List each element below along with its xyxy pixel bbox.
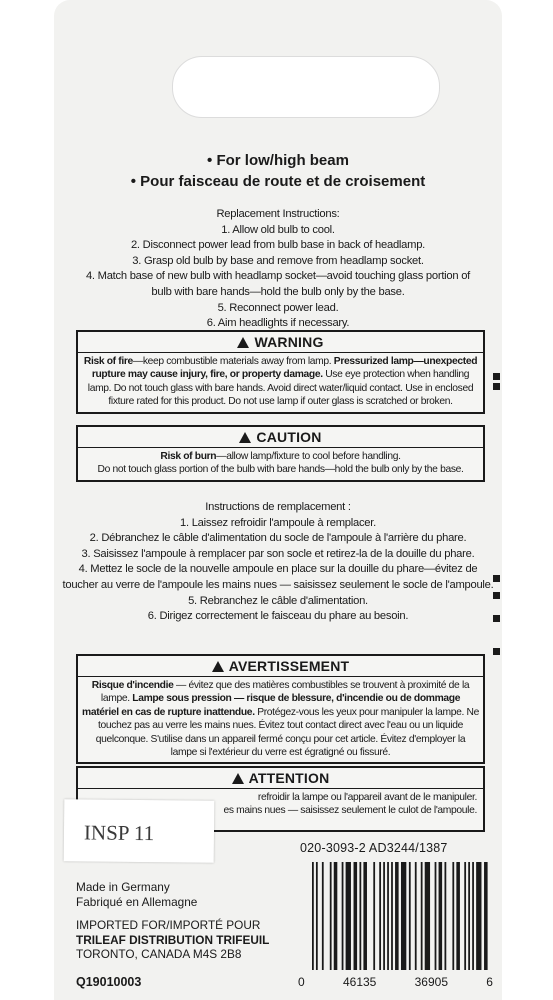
headline-fr: • Pour faisceau de route et de croisement — [130, 173, 426, 190]
edge-mark — [493, 648, 500, 655]
instructions-en-step: 6. Aim headlights if necessary. — [206, 317, 350, 330]
warning-title-text: WARNING — [254, 334, 324, 350]
warning-title — [78, 332, 483, 353]
instructions-en-step: 4. Match base of new bulb with headlamp socket—avoid touching glass portion of — [85, 270, 471, 283]
avertissement-triangle-icon — [212, 661, 224, 672]
caution-body — [78, 448, 483, 480]
hang-hole — [172, 56, 440, 118]
barcode-image — [312, 862, 488, 970]
made-in-fr: Fabriqué en Allemagne — [76, 894, 198, 909]
warning-lead-fire: Risk of fire — [83, 356, 133, 367]
importer-company: TRILEAF DISTRIBUTION TRIFEUIL — [76, 932, 270, 947]
avertissement-lead-pressure: Lampe sous pression — risque de blessure, d'incendie ou de dommage matériel en cas de rupture inattendue. — [82, 693, 461, 718]
warning-body — [78, 353, 483, 412]
warning-box — [76, 330, 485, 414]
attention-line-1: refroidir la lampe ou l'appareil avant de le manipuler. — [257, 792, 477, 803]
package-card — [54, 0, 502, 1000]
instructions-en-step: 2. Disconnect power lead from bulb base in back of headlamp. — [130, 239, 426, 252]
instructions-en-step: bulb with bare hands—hold the bulb only by the base. — [151, 285, 405, 298]
caution-triangle-icon — [239, 432, 251, 443]
avertissement-text-fire: — évitez que des matières combustibles se trouvent à proximité de la lampe. — [100, 680, 470, 705]
warning-triangle-icon — [237, 337, 249, 348]
instructions-fr-step: 6. Dirigez correctement le faisceau du phare au besoin. — [147, 610, 409, 623]
edge-mark — [493, 383, 500, 390]
instructions-fr-title: Instructions de remplacement : — [205, 501, 351, 513]
caution-box — [76, 425, 485, 482]
instructions-en-step: 3. Grasp old bulb by base and remove from headlamp socket. — [132, 254, 424, 267]
inspection-sticker-text: INSP 11 — [83, 820, 155, 846]
instructions-fr-step: 1. Laissez refroidir l'ampoule à remplacer. — [180, 516, 376, 529]
avertissement-text-handling: Protégez-vous les yeux pour manipuler la lampe. Ne touchez pas au verre les mains nues. Évitez tout contact direct avec l'eau ou un liquide quelconque. S'utilise dans un appareil fermé conçu pour cet article. Évitez d'employer la lampe si l'extérieur du verre est égratigné ou fissuré. — [95, 706, 479, 759]
attention-triangle-icon — [232, 773, 244, 784]
instructions-fr-step: 5. Rebranchez le câble d'alimentation. — [188, 594, 368, 607]
warning-text-fire: —keep combustible materials away from lamp. — [132, 356, 334, 367]
caution-text-2: Do not touch glass portion of the bulb with bare hands—hold the bulb only by the base. — [97, 464, 464, 476]
instructions-en-step: 5. Reconnect power lead. — [217, 301, 339, 314]
barcode-digits — [298, 975, 493, 989]
avertissement-body — [78, 677, 483, 762]
instructions-fr — [54, 500, 502, 625]
barcode-digit-right: 36905 — [414, 975, 448, 989]
attention-title-text: ATTENTION — [248, 770, 330, 786]
made-in-en: Made in Germany — [76, 880, 170, 894]
instructions-fr-step: 2. Débranchez le câble d'alimentation du socle de l'ampoule à l'arrière du phare. — [89, 532, 467, 545]
importer-address: TORONTO, CANADA M4S 2B8 — [76, 947, 242, 961]
instructions-fr-step: toucher au verre de l'ampoule les mains nues — saisissez seulement le socle de l'ampoule. — [62, 578, 494, 591]
edge-mark — [493, 592, 500, 599]
warning-lead-pressure: Pressurized lamp—unexpected rupture may cause injury, fire, or property damage. — [91, 356, 478, 381]
origin-made — [76, 880, 197, 909]
barcode-digit-left: 46135 — [342, 975, 377, 989]
barcode-digit-system: 0 — [298, 975, 305, 989]
instructions-fr-step: 3. Saisissez l'ampoule à remplacer par son socle et retirez-la de la douille du phare. — [81, 547, 475, 560]
avertissement-title — [78, 656, 483, 677]
instructions-fr-step: 4. Mettez le socle de la nouvelle ampoule en place sur la douille du phare—évitez de — [78, 563, 478, 576]
instructions-en-step: 1. Allow old bulb to cool. — [221, 223, 335, 236]
caution-title-text: CAUTION — [256, 429, 322, 445]
product-code: Q19010003 — [76, 975, 142, 989]
caution-lead: Risk of burn — [160, 451, 217, 462]
attention-line-2: es mains nues — saisissez seulement le culot de l'ampoule. — [223, 805, 477, 817]
avertissement-title-text: AVERTISSEMENT — [228, 658, 350, 674]
caution-title — [78, 427, 483, 448]
avertissement-box — [76, 654, 485, 764]
product-codes: 020-3093-2 AD3244/1387 — [300, 841, 448, 855]
inspection-sticker — [64, 799, 215, 863]
headline — [54, 150, 502, 192]
edge-mark — [493, 373, 500, 380]
headline-en: • For low/high beam — [207, 152, 349, 169]
instructions-en-title: Replacement Instructions: — [216, 208, 340, 220]
caution-text: —allow lamp/fixture to cool before handling. — [216, 451, 401, 462]
warning-text-handling: Use eye protection when handling lamp. Do not touch glass with bare hands. Avoid direct water/liquid contact. Use in enclosed fixture rated for this product. Do not use lamp if outer glass is scratched or broken. — [87, 369, 474, 408]
imported-for: IMPORTED FOR/IMPORTÉ POUR — [76, 918, 261, 932]
attention-title — [78, 768, 483, 789]
edge-mark — [493, 575, 500, 582]
instructions-en — [54, 207, 502, 332]
edge-mark — [493, 615, 500, 622]
barcode-digit-check: 6 — [486, 975, 493, 989]
avertissement-lead-fire: Risque d'incendie — [91, 680, 174, 691]
importer-info — [76, 918, 269, 962]
